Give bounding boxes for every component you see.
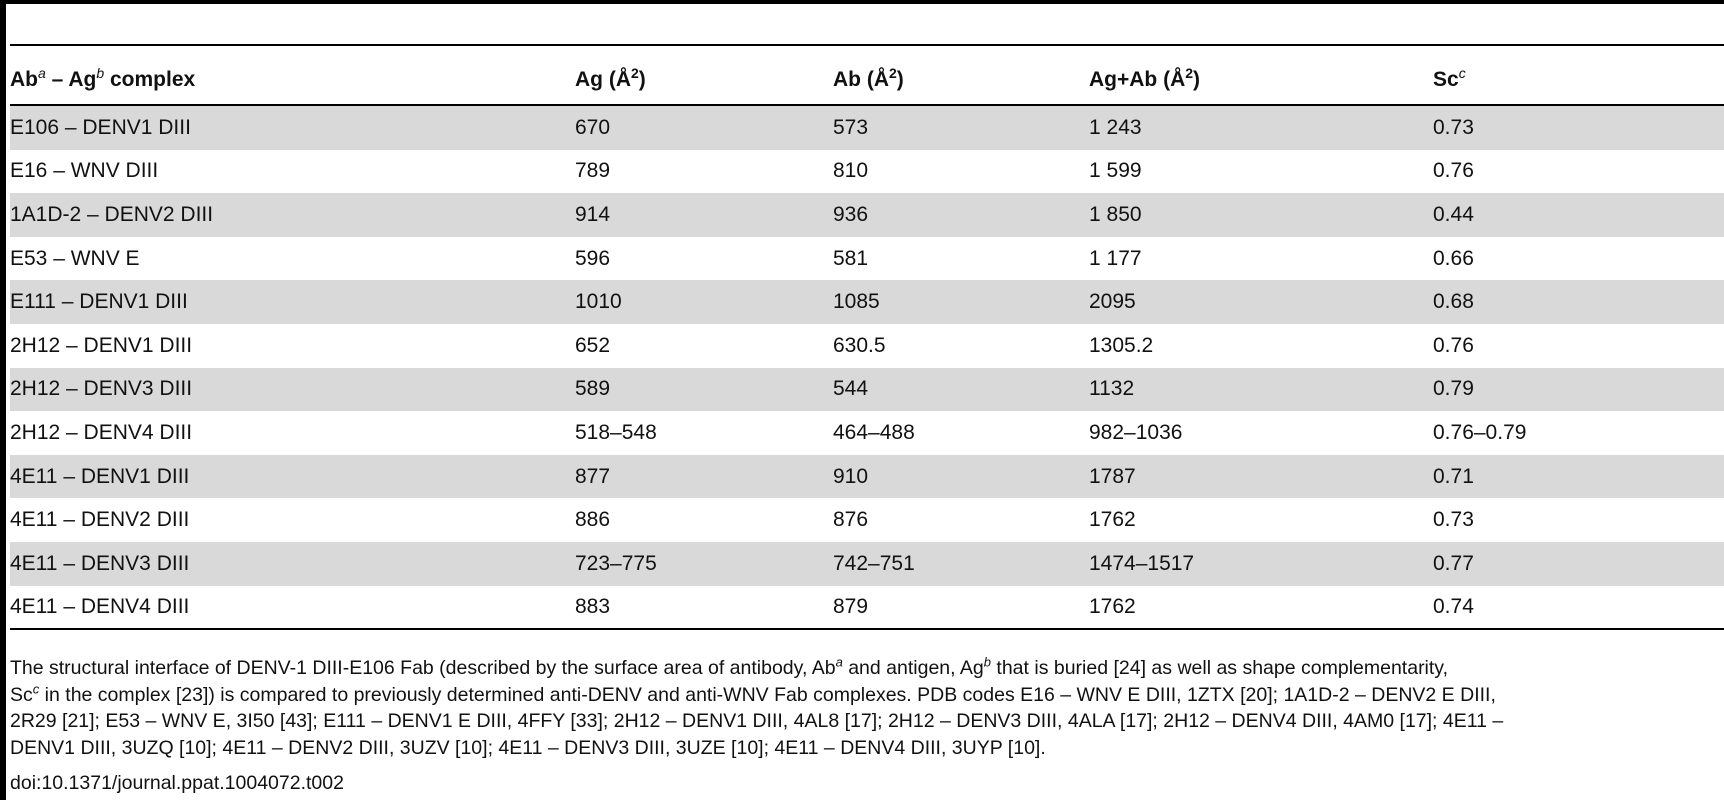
doi-link[interactable]: doi:10.1371/journal.ppat.1004072.t002 xyxy=(10,772,344,794)
header-sc: Sc$^c$ xyxy=(1433,65,1466,91)
header-bottom-rule xyxy=(10,104,1724,106)
cell-ag: 589 xyxy=(575,368,833,412)
cell-complex: E111 – DENV1 DIII xyxy=(10,280,575,324)
footnote-line-4: DENV1 DIII, 3UZQ [10]; 4E11 – DENV2 DIII, 3UZV [10]; 4E11 – DENV3 DIII, 3UZE [10]; 4E11 – DENV4 DIII, 3UYP [10]. xyxy=(10,736,1046,759)
cell-ab: 464–488 xyxy=(833,420,915,444)
table-row xyxy=(10,498,1724,542)
table-row xyxy=(10,106,1724,150)
cell-ab: 544 xyxy=(833,368,1089,412)
table-footnote xyxy=(10,655,1724,761)
cell-complex: E16 – WNV DIII xyxy=(10,159,159,183)
cell-sc: 0.74 xyxy=(1433,595,1474,619)
cell-complex: E106 – DENV1 DIII xyxy=(10,106,575,150)
cell-agab: 1132 xyxy=(1089,368,1433,412)
cell-sc: 0.76 xyxy=(1433,333,1474,357)
cell-complex: E53 – WNV E xyxy=(10,246,140,270)
cell-ag: 518–548 xyxy=(575,420,657,444)
cell-ab: 573 xyxy=(833,106,1089,150)
cell-sc: 0.66 xyxy=(1433,246,1474,270)
cell-ab: 742–751 xyxy=(833,542,1089,586)
cell-sc: 0.79 xyxy=(1433,368,1724,412)
cell-agab: 1474–1517 xyxy=(1089,542,1433,586)
cell-ab: 810 xyxy=(833,159,869,183)
table-row xyxy=(10,586,1724,630)
table-row xyxy=(10,542,1724,586)
table-row xyxy=(10,324,1724,368)
cell-complex: 4E11 – DENV2 DIII xyxy=(10,508,190,532)
cell-ab: 936 xyxy=(833,193,1089,237)
cell-agab: 1305.2 xyxy=(1089,333,1154,357)
cell-sc: 0.73 xyxy=(1433,106,1724,150)
table-header-row xyxy=(10,54,1724,106)
header-ag: Ag $(Å^2)$ xyxy=(575,65,646,91)
cell-sc: 0.77 xyxy=(1433,542,1724,586)
cell-ab: 876 xyxy=(833,508,869,532)
cell-agab: 1 177 xyxy=(1089,246,1142,270)
cell-complex: 4E11 – DENV3 DIII xyxy=(10,542,575,586)
cell-complex: 2H12 – DENV4 DIII xyxy=(10,420,193,444)
cell-complex: 2H12 – DENV1 DIII xyxy=(10,333,193,357)
cell-ab: 581 xyxy=(833,246,869,270)
cell-ag: 1010 xyxy=(575,280,833,324)
footnote-line-3: 2R29 [21]; E53 – WNV E, 3I50 [43]; E111 – DENV1 E DIII, 4FFY [33]; 2H12 – DENV1 DIII, 4AL8 [17]; 2H12 – DENV3 DIII, 4ALA [17]; 2H12 – DENV4 DIII, 4AM0 [17]; 4E11 – xyxy=(10,710,1504,732)
cell-ag: 723–775 xyxy=(575,542,833,586)
cell-ag: 914 xyxy=(575,193,833,237)
cell-agab: 982–1036 xyxy=(1089,420,1183,444)
cell-sc: 0.68 xyxy=(1433,280,1724,324)
cell-ag: 789 xyxy=(575,159,611,183)
cell-agab: 1 850 xyxy=(1089,193,1433,237)
cell-agab: 1762 xyxy=(1089,508,1136,532)
cell-agab: 1 243 xyxy=(1089,106,1433,150)
table-bottom-rule xyxy=(10,628,1724,630)
cell-ag: 886 xyxy=(575,508,611,532)
top-frame-border xyxy=(0,0,1724,4)
left-frame-border xyxy=(0,0,6,800)
cell-ag: 652 xyxy=(575,333,611,357)
cell-sc: 0.44 xyxy=(1433,193,1724,237)
table-row xyxy=(10,455,1724,499)
cell-ag: 877 xyxy=(575,455,833,499)
header-agab: Ag+Ab $(Å^2)$ xyxy=(1089,65,1201,91)
cell-sc: 0.73 xyxy=(1433,508,1474,532)
cell-agab: 1762 xyxy=(1089,595,1136,619)
cell-complex: 4E11 – DENV4 DIII xyxy=(10,595,190,619)
cell-sc: 0.76–0.79 xyxy=(1433,420,1527,444)
header-ab: Ab $(Å^2)$ xyxy=(833,65,904,91)
table-row xyxy=(10,193,1724,237)
cell-ag: 670 xyxy=(575,106,833,150)
footnote-line-2: Sc$^c$ in the complex [23]) is compared to previously determined anti-DENV and anti-WNV Fab complexes. PDB codes E16 – WNV E DIII, 1ZTX [20]; 1A1D-2 – DENV2 E DIII, xyxy=(10,681,1496,706)
cell-ab: 910 xyxy=(833,455,1089,499)
cell-ab: 1085 xyxy=(833,280,1089,324)
cell-agab: 1 599 xyxy=(1089,159,1142,183)
cell-ab: 879 xyxy=(833,595,869,619)
cell-ab: 630.5 xyxy=(833,333,886,357)
table-row xyxy=(10,411,1724,455)
cell-agab: 1787 xyxy=(1089,455,1433,499)
cell-complex: 1A1D-2 – DENV2 DIII xyxy=(10,193,575,237)
cell-ag: 596 xyxy=(575,246,611,270)
footnote-line-1: The structural interface of DENV-1 DIII-E106 Fab (described by the surface area of antibody, Ab$^a$ and antigen, Ag$^b$ that is buried [24] as well as shape complementarity, xyxy=(10,654,1449,679)
table-top-rule xyxy=(10,44,1724,46)
table-row xyxy=(10,150,1724,194)
header-complex: Ab$^a$ – Ag$^b$ complex xyxy=(10,65,196,91)
table-row xyxy=(10,368,1724,412)
cell-complex: 4E11 – DENV1 DIII xyxy=(10,455,575,499)
table-row xyxy=(10,280,1724,324)
cell-complex: 2H12 – DENV3 DIII xyxy=(10,368,575,412)
cell-sc: 0.76 xyxy=(1433,159,1474,183)
table-row xyxy=(10,237,1724,281)
interface-table xyxy=(10,54,1724,629)
cell-agab: 2095 xyxy=(1089,280,1433,324)
cell-ag: 883 xyxy=(575,595,611,619)
cell-sc: 0.71 xyxy=(1433,455,1724,499)
